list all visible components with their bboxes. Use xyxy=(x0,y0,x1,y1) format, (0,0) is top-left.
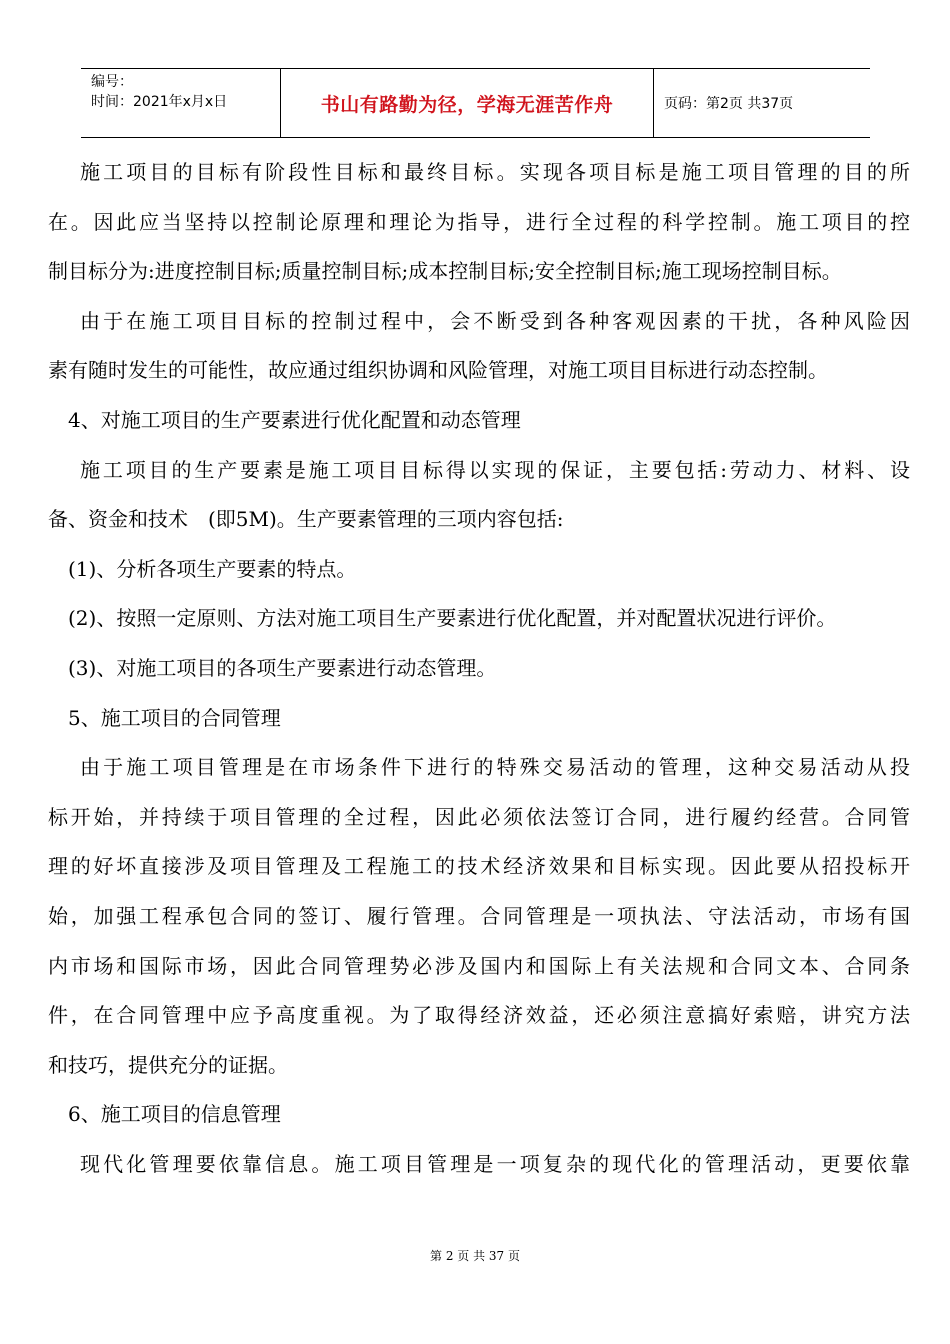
paragraph-line: 素有随时发生的可能性，故应通过组织协调和风险管理，对施工项目目标进行动态控制。 xyxy=(48,358,828,383)
doc-number-label: 编号： xyxy=(91,74,133,90)
list-item: (1)、分析各项生产要素的特点。 xyxy=(68,556,357,581)
section-heading: 4、对施工项目的生产要素进行优化配置和动态管理 xyxy=(68,407,521,432)
page-header xyxy=(81,68,870,138)
paragraph-line: 始，加强工程承包合同的签订、履行管理。合同管理是一项执法、守法活动，市场有国 xyxy=(48,903,910,928)
paragraph-line: 件，在合同管理中应予高度重视。为了取得经济效益，还必须注意搞好索赔，讲究方法 xyxy=(48,1003,910,1028)
page-footer xyxy=(0,1247,950,1264)
paragraph-line: 理的好坏直接涉及项目管理及工程施工的技术经济效果和目标实现。因此要从招投标开 xyxy=(48,854,910,879)
list-item: (2)、按照一定原则、方法对施工项目生产要素进行优化配置，并对配置状况进行评价。 xyxy=(68,606,837,631)
paragraph-line: 内市场和国际市场，因此合同管理势必涉及国内和国际上有关法规和合同文本、合同条 xyxy=(48,953,910,978)
list-item: (3)、对施工项目的各项生产要素进行动态管理。 xyxy=(68,655,497,680)
motto-text: 书山有路勤为径，学海无涯苦作舟 xyxy=(320,93,614,116)
date-label: 时间：2021年x月x日 xyxy=(91,94,228,110)
paragraph-line: 施工项目的目标有阶段性目标和最终目标。实现各项目标是施工项目管理的目的所 xyxy=(80,160,910,184)
section-heading: 6、施工项目的信息管理 xyxy=(68,1102,281,1127)
document-body xyxy=(48,148,910,1189)
paragraph-line: 由于在施工项目目标的控制过程中，会不断受到各种客观因素的干扰，各种风险因 xyxy=(80,308,910,333)
paragraph-line: 制目标分为:进度控制目标;质量控制目标;成本控制目标;安全控制目标;施工现场控制目标。 xyxy=(48,259,842,284)
header-motto-cell xyxy=(281,69,654,137)
section-heading: 5、施工项目的合同管理 xyxy=(68,705,281,730)
paragraph-line: 由于施工项目管理是在市场条件下进行的特殊交易活动的管理，这种交易活动从投 xyxy=(80,755,910,780)
paragraph-line: 备、资金和技术 (即5M)。生产要素管理的三项内容包括: xyxy=(48,507,564,532)
header-page-cell xyxy=(654,69,870,137)
paragraph-line: 现代化管理要依靠信息。施工项目管理是一项复杂的现代化的管理活动，更要依靠 xyxy=(80,1151,910,1176)
paragraph-line: 标开始，并持续于项目管理的全过程，因此必须依法签订合同，进行履约经营。合同管 xyxy=(48,804,910,829)
header-info-cell xyxy=(81,69,281,137)
footer-page-number: 第 2 页 共 37 页 xyxy=(430,1249,520,1263)
header-page-number: 页码：第2页 共37页 xyxy=(664,96,794,112)
paragraph-line: 在。因此应当坚持以控制论原理和理论为指导，进行全过程的科学控制。施工项目的控 xyxy=(48,209,910,234)
paragraph-line: 和技巧，提供充分的证据。 xyxy=(48,1052,288,1077)
paragraph-line: 施工项目的生产要素是施工项目目标得以实现的保证，主要包括:劳动力、材料、设 xyxy=(80,457,910,482)
